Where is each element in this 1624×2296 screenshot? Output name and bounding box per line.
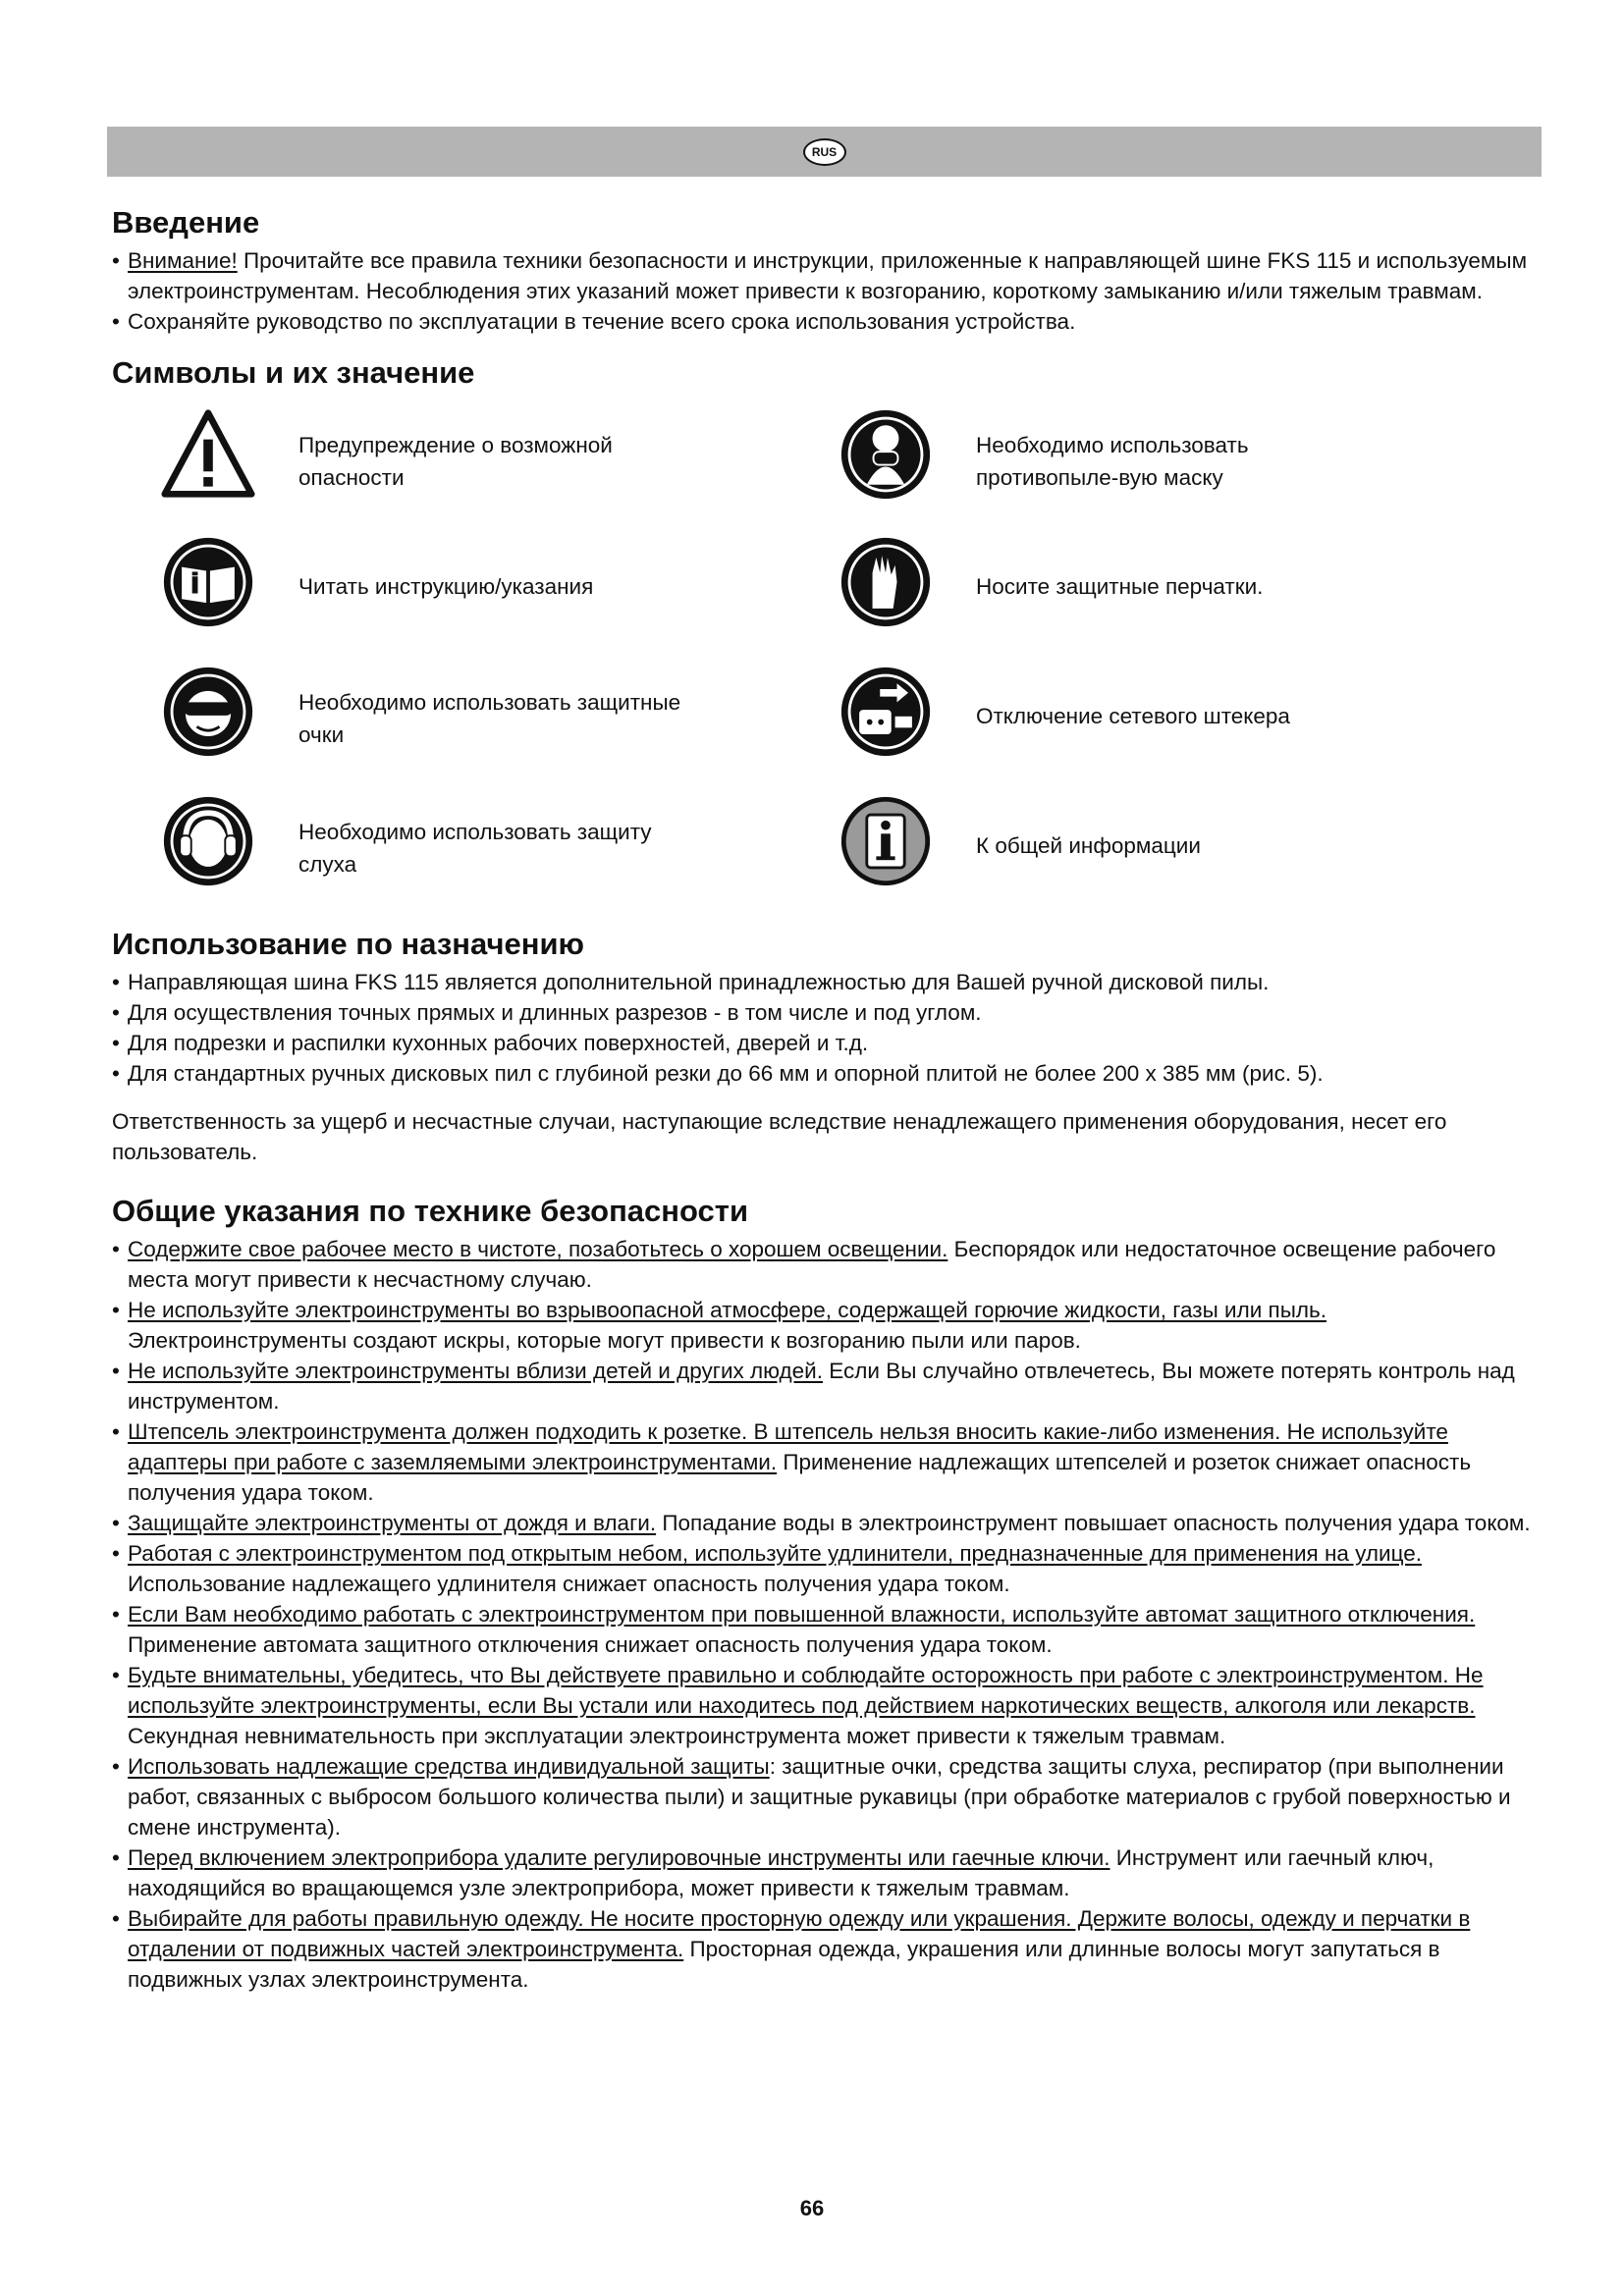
intro-list xyxy=(112,245,1536,337)
symbol-safety-goggles xyxy=(112,665,780,773)
rule-text: Не используйте электроинструменты во взрывоопасной атмосфере, содержащей горючие жидкости, газы или пыль. xyxy=(128,1298,1326,1322)
intended-use-heading: Использование по назначению xyxy=(112,927,584,961)
rule-text: Работая с электроинструментом под открытым небом, используйте удлинители, предназначенные для применения на улице. xyxy=(128,1541,1423,1566)
liability-paragraph: Ответственность за ущерб и несчастные случаи, наступающие вследствие ненадлежащего применения оборудования, несет его пользователь. xyxy=(112,1109,1447,1164)
symbol-label: Необходимо использовать противопыле-вую маску xyxy=(976,433,1249,490)
rule-explanation: Применение автомата защитного отключения снижает опасность получения удара током. xyxy=(128,1632,1053,1657)
symbol-ear-protection xyxy=(112,794,780,902)
rule-explanation: Беспорядок или недостаточное освещение рабочего места могут привести к несчастному случаю. xyxy=(128,1237,1496,1292)
dust-mask-icon xyxy=(839,407,933,502)
list-item: • Для стандартных ручных дисковых пил с глубиной резки до 66 мм и опорной плитой не более 200 x 385 мм (рис. 5). xyxy=(112,1058,1536,1089)
list-item-text: Сохраняйте руководство по эксплуатации в течение всего срока использования устройства. xyxy=(128,309,1076,334)
list-item xyxy=(112,1599,1536,1660)
list-item xyxy=(112,1508,1536,1538)
rule-explanation: Попадание воды в электроинструмент повышает опасность получения удара током. xyxy=(656,1511,1531,1535)
page-content xyxy=(112,204,1536,1995)
symbol-label: Читать инструкцию/указания xyxy=(298,574,594,599)
list-item xyxy=(112,1660,1536,1751)
list-item: • Направляющая шина FKS 115 является дополнительной принадлежностью для Вашей ручной дисковой пилы. xyxy=(112,967,1536,997)
list-item xyxy=(112,1416,1536,1508)
list-item xyxy=(112,1842,1536,1903)
info-icon xyxy=(839,794,933,888)
safety-section xyxy=(112,1193,1536,1995)
rule-explanation: Электроинструменты создают искры, которые могут привести к возгоранию пыли или паров. xyxy=(128,1328,1081,1353)
list-item xyxy=(112,306,1536,337)
rule-explanation: Использование надлежащего удлинителя снижает опасность получения удара током. xyxy=(128,1572,1010,1596)
language-badge: RUS xyxy=(803,138,846,166)
symbols-heading: Символы и их значение xyxy=(112,355,475,390)
symbol-read-manual xyxy=(112,535,780,643)
rule-text: Содержите свое рабочее место в чистоте, позаботьтесь о хорошем освещении. xyxy=(128,1237,948,1261)
rule-text: Штепсель электроинструмента должен подходить к розетке. В штепсель нельзя вносить какие-либо изменения. Не используйте адаптеры при работе с заземляемыми электроинструментами. xyxy=(128,1419,1448,1474)
symbol-info xyxy=(789,794,1457,902)
intro-heading: Введение xyxy=(112,205,260,240)
rule-explanation: Инструмент или гаечный ключ, находящийся во вращающемся узле электроприбора, может привести к тяжелым травмам. xyxy=(128,1845,1435,1900)
list-item-text: Прочитайте все правила техники безопасности и инструкции, приложенные к направляющей шине FKS 115 и используемым электроинструментам. Несоблюдения этих указаний может привести к возгоранию, короткому замыканию и/или тяжелым травмам. xyxy=(128,248,1528,303)
rule-explanation: Если Вы случайно отвлечетесь, Вы можете потерять контроль над инструментом. xyxy=(128,1359,1515,1414)
intended-use-section xyxy=(112,926,1536,1167)
gloves-icon xyxy=(839,535,933,629)
list-item xyxy=(112,1903,1536,1995)
rule-text: Если Вам необходимо работать с электроинструментом при повышенной влажности, используйте автомат защитного отключения. xyxy=(128,1602,1476,1627)
list-item: • Для осуществления точных прямых и длинных разрезов - в том числе и под углом. xyxy=(112,997,1536,1028)
ear-protection-icon xyxy=(161,794,255,888)
warning-triangle-icon xyxy=(161,407,255,502)
safety-heading: Общие указания по технике безопасности xyxy=(112,1194,749,1228)
symbol-gloves xyxy=(789,535,1457,643)
list-item xyxy=(112,1234,1536,1295)
rule-explanation: Секундная невнимательность при эксплуатации электроинструмента может привести к тяжелым травмам. xyxy=(128,1724,1226,1748)
symbol-label: К общей информации xyxy=(976,833,1201,858)
list-item xyxy=(112,1538,1536,1599)
rule-explanation: : защитные очки, средства защиты слуха, респиратор (при выполнении работ, связанных с выбросом большого количества пыли) и защитные рукавицы (при обработке материалов с грубой поверхностью и смене инструмента). xyxy=(128,1754,1511,1840)
rule-explanation: Применение надлежащих штепселей и розеток снижает опасность получения удара током. xyxy=(128,1450,1472,1505)
rule-text: Защищайте электроинструменты от дождя и влаги. xyxy=(128,1511,657,1535)
header-bar xyxy=(107,127,1542,177)
rule-explanation: Просторная одежда, украшения или длинные волосы могут запутаться в подвижных узлах электроинструмента. xyxy=(128,1937,1440,1992)
safety-goggles-icon xyxy=(161,665,255,759)
symbol-dust-mask xyxy=(789,407,1457,515)
warning-label: Внимание! xyxy=(128,248,238,273)
rule-text: Будьте внимательны, убедитесь, что Вы действуете правильно и соблюдайте осторожность при работе с электроинструментом. Не используйте электроинструменты, если Вы устали или находитесь под действием наркотических веществ, алкоголя или лекарств. xyxy=(128,1663,1484,1718)
list-item xyxy=(112,1356,1536,1416)
symbol-unplug xyxy=(789,665,1457,773)
rule-text: Выбирайте для работы правильную одежду. Не носите просторную одежду или украшения. Держите волосы, одежду и перчатки в отдалении от подвижных частей электроинструмента. xyxy=(128,1906,1471,1961)
symbols-grid xyxy=(112,407,1536,908)
symbol-label: Необходимо использовать защиту слуха xyxy=(298,820,652,877)
symbol-label: Носите защитные перчатки. xyxy=(976,574,1264,599)
list-item: • Для подрезки и распилки кухонных рабочих поверхностей, дверей и т.д. xyxy=(112,1028,1536,1058)
rule-text: Перед включением электроприбора удалите регулировочные инструменты или гаечные ключи. xyxy=(128,1845,1110,1870)
list-item xyxy=(112,1295,1536,1356)
rule-text: Не используйте электроинструменты вблизи детей и других людей. xyxy=(128,1359,823,1383)
page-number: 66 xyxy=(799,2196,825,2220)
symbols-section xyxy=(112,354,1536,908)
symbol-label: Отключение сетевого штекера xyxy=(976,704,1290,728)
list-item xyxy=(112,245,1536,306)
intended-use-list xyxy=(112,967,1536,1089)
symbol-label: Необходимо использовать защитные очки xyxy=(298,690,681,747)
safety-list xyxy=(112,1234,1536,1995)
read-manual-icon xyxy=(161,535,255,629)
rule-text: Использовать надлежащие средства индивидуальной защиты xyxy=(128,1754,770,1779)
symbol-warning xyxy=(112,407,780,515)
list-item xyxy=(112,1751,1536,1842)
symbol-label: Предупреждение о возможной опасности xyxy=(298,433,613,490)
unplug-icon xyxy=(839,665,933,759)
intro-section xyxy=(112,204,1536,337)
